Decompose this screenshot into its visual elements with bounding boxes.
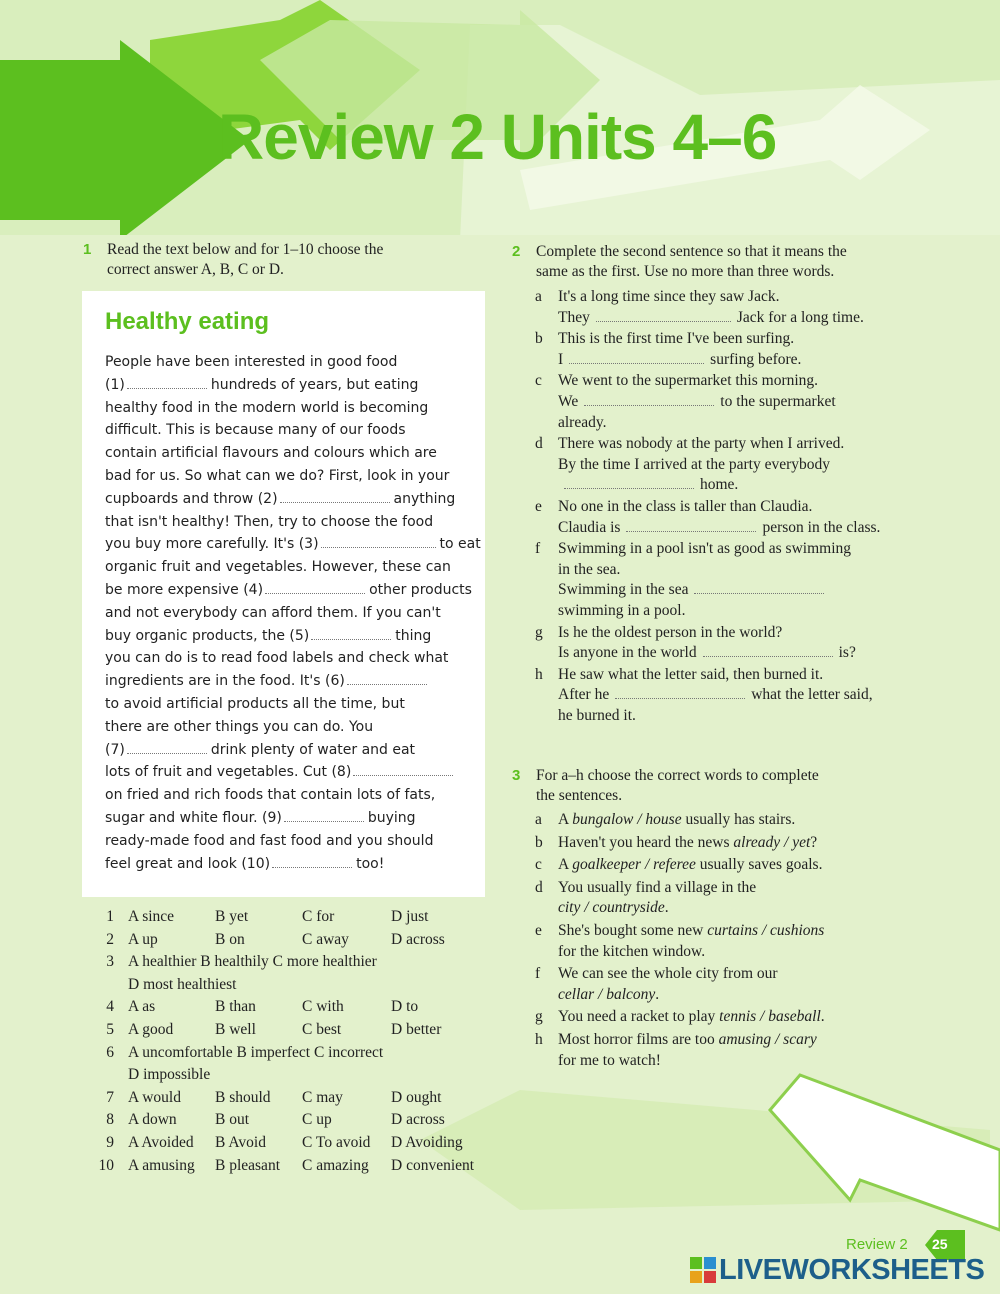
option-choice-a[interactable]: A since: [128, 908, 175, 925]
item-line: [558, 921, 915, 942]
text-segment: he burned it.: [558, 706, 636, 724]
option-choice-b[interactable]: B well: [215, 1020, 256, 1038]
text-line: [105, 784, 475, 807]
item-letter: c: [535, 372, 542, 390]
text-segment: ready-made food and fast food and you should: [105, 832, 434, 849]
answer-gap[interactable]: [321, 535, 436, 548]
text-segment: ingredients are in the food. It's (6): [105, 673, 345, 690]
liveworksheets-brand: [690, 1253, 984, 1287]
item-line: [558, 539, 915, 560]
option-row: [96, 906, 496, 929]
option-choice-c[interactable]: C may: [302, 1088, 343, 1106]
exercise-2-items: [535, 287, 915, 727]
answer-gap[interactable]: [596, 309, 731, 322]
text-segment: You need a racket to play: [558, 1008, 720, 1026]
answer-gap[interactable]: [703, 644, 833, 657]
text-segment: We: [558, 392, 579, 410]
item-letter: h: [535, 665, 543, 683]
text-line: [105, 625, 475, 648]
text-segment: This is the first time I've been surfing.: [558, 330, 795, 348]
exercise-2-item: [535, 623, 915, 664]
item-line: [558, 518, 915, 539]
text-segment: for me to watch!: [558, 1051, 661, 1069]
text-line: [105, 511, 475, 534]
exercise-1-instruction: [83, 240, 487, 280]
text-line: [105, 556, 475, 579]
text-segment: to the supermarket: [720, 392, 836, 410]
text-segment: People have been interested in good food: [105, 354, 398, 370]
text-line: [105, 830, 475, 853]
exercise-2-item: [535, 497, 915, 538]
option-choice-b[interactable]: B Avoid: [215, 1133, 266, 1151]
exercise-3-item: [535, 810, 915, 831]
item-line: [558, 878, 915, 899]
option-row-continued: [96, 1064, 496, 1087]
item-letter: d: [535, 435, 543, 453]
item-letter: a: [535, 811, 542, 828]
question-number: 8: [106, 1111, 114, 1129]
exercise-2-item: [535, 371, 915, 433]
option-row: [96, 1109, 496, 1132]
text-segment: It's a long time since they saw Jack.: [558, 288, 780, 305]
item-line: [558, 855, 915, 876]
question-number: 4: [106, 998, 114, 1016]
exercise-2-instruction: [512, 242, 936, 282]
option-row: [96, 951, 496, 974]
option-choice-a[interactable]: A good: [128, 1020, 174, 1038]
exercise-3-instruction: [512, 766, 936, 806]
option-choice-c[interactable]: C amazing: [302, 1156, 369, 1174]
option-row: [96, 929, 496, 952]
text-segment: lots of fruit and vegetables. Cut (8): [105, 764, 352, 781]
item-line: [558, 1007, 915, 1028]
option-choice-d[interactable]: D just: [391, 908, 429, 925]
item-line: [558, 392, 915, 413]
item-line: [558, 308, 915, 329]
text-segment: buy organic products, the (5): [105, 627, 310, 644]
text-line: [105, 533, 481, 556]
item-letter: e: [535, 497, 542, 515]
liveworksheets-wordmark: LIVEWORKSHEETS: [719, 1253, 985, 1286]
text-segment: surfing before.: [710, 350, 802, 368]
item-line: [558, 434, 915, 455]
option-choice-d[interactable]: D better: [391, 1020, 442, 1038]
text-segment: you can do is to read food labels and check what: [105, 650, 449, 667]
item-line: [558, 497, 915, 518]
exercise-2-item: [535, 329, 915, 370]
answer-gap[interactable]: [265, 581, 365, 594]
option-row: [96, 996, 496, 1019]
answer-gap[interactable]: [280, 490, 390, 503]
text-line: [105, 739, 475, 762]
item-letter: f: [535, 965, 541, 983]
item-line: [558, 665, 915, 686]
item-line: [558, 964, 915, 985]
exercise-3-number: 3: [512, 767, 521, 784]
exercise-3-item: [535, 878, 915, 919]
text-segment: Is anyone in the world: [558, 644, 697, 662]
text-line: [105, 579, 475, 602]
text-segment: difficult. This is because many of our foods: [105, 422, 406, 439]
item-line: [558, 810, 915, 831]
exercise-3-item: [535, 855, 915, 876]
text-segment: hundreds of years, but eating: [210, 376, 419, 393]
option-choice-c[interactable]: C best: [302, 1020, 342, 1038]
option-choice-a[interactable]: A Avoided: [128, 1133, 194, 1151]
option-choice-c[interactable]: C up: [302, 1111, 332, 1129]
text-segment: on fried and rich foods that contain lots of fats,: [105, 787, 436, 804]
option-row: [96, 1019, 496, 1042]
text-segment: bad for us. So what can we do? First, look in your: [105, 467, 450, 484]
instruction-line: For a–h choose the correct words to complete: [536, 767, 819, 784]
text-segment: healthy food in the modern world is becoming: [105, 399, 429, 416]
option-choice-c[interactable]: C away: [302, 930, 349, 948]
text-segment: (1): [105, 376, 125, 393]
reading-text-box: [82, 291, 485, 897]
answer-gap[interactable]: [353, 763, 453, 776]
text-segment: She's bought some new: [558, 921, 708, 939]
word-choice[interactable]: already / yet: [733, 833, 811, 851]
item-line: [558, 985, 915, 1006]
option-choice-b[interactable]: B pleasant: [215, 1156, 280, 1174]
text-line: [105, 488, 475, 511]
text-segment: .: [655, 985, 660, 1003]
text-segment: organic fruit and vegetables. However, these can: [105, 559, 451, 576]
option-choice-b[interactable]: B yet: [215, 908, 249, 925]
answer-options: [96, 906, 496, 1177]
exercise-3-item: [535, 1007, 915, 1028]
text-line: [105, 419, 475, 442]
item-line: [558, 580, 915, 601]
text-segment: After he: [558, 686, 610, 704]
option-choice-d[interactable]: D ought: [391, 1088, 442, 1106]
option-row: [96, 1087, 496, 1110]
text-segment: They: [558, 308, 590, 326]
text-segment: swimming in a pool.: [558, 601, 686, 619]
text-segment: We can see the whole city from our: [558, 965, 778, 983]
question-number: 9: [106, 1133, 114, 1151]
item-letter: g: [535, 623, 543, 641]
liveworksheets-logo-icon: [690, 1257, 716, 1283]
option-row: [96, 1155, 496, 1178]
text-segment: Most horror films are too: [558, 1030, 719, 1048]
text-segment: contain artificial flavours and colours which are: [105, 445, 437, 462]
item-line: [558, 706, 915, 727]
item-line: [558, 350, 915, 371]
instruction-line: Read the text below and for 1–10 choose the: [107, 241, 384, 258]
text-line: [105, 647, 475, 670]
text-segment: Swimming in a pool isn't as good as swimming: [558, 540, 851, 558]
text-segment: person in the class.: [762, 518, 881, 536]
option-choice-d[interactable]: D across: [391, 1111, 445, 1129]
item-letter: e: [535, 921, 542, 939]
option-choice[interactable]: D most healthiest: [128, 975, 237, 993]
option-choice-a[interactable]: A down: [128, 1111, 177, 1129]
text-segment: sugar and white flour. (9): [105, 809, 282, 826]
text-line: [105, 374, 475, 397]
text-segment: that isn't healthy! Then, try to choose the food: [105, 513, 434, 530]
item-line: [558, 643, 915, 664]
text-segment: there are other things you can do. You: [105, 718, 374, 735]
item-line: [558, 371, 915, 392]
text-segment: buying: [367, 809, 416, 826]
item-line: [558, 623, 915, 644]
option-row: [96, 1042, 496, 1065]
item-line: [558, 329, 915, 350]
exercise-1-number: 1: [83, 241, 92, 258]
text-segment: anything: [393, 490, 456, 507]
exercise-3-item: [535, 833, 915, 854]
text-segment: thing: [395, 627, 432, 644]
item-letter: b: [535, 330, 543, 348]
question-number: 3: [106, 953, 114, 971]
text-segment: to avoid artificial products all the time, but: [105, 695, 405, 712]
word-choice[interactable]: bungalow / house: [572, 811, 682, 828]
option-choice[interactable]: D impossible: [128, 1066, 211, 1084]
item-line: [558, 455, 915, 476]
option-row: [96, 1132, 496, 1155]
answer-gap[interactable]: [284, 809, 364, 822]
word-choice[interactable]: curtains / cushions: [707, 921, 825, 939]
exercise-3-item: [535, 921, 915, 962]
question-number: 7: [106, 1088, 114, 1106]
exercise-2-item: [535, 287, 915, 328]
answer-gap[interactable]: [127, 741, 207, 754]
option-choice-c[interactable]: C for: [302, 908, 335, 925]
text-line: [105, 853, 475, 876]
instruction-line: same as the first. Use no more than three words.: [536, 263, 835, 280]
item-line: [558, 685, 915, 706]
option-choice-a[interactable]: A as: [128, 998, 156, 1016]
item-letter: h: [535, 1030, 543, 1048]
text-segment: feel great and look (10): [105, 855, 271, 872]
footer-review-label: Review 2: [846, 1236, 908, 1253]
option-choice-d[interactable]: D to: [391, 998, 419, 1016]
text-segment: He saw what the letter said, then burned it.: [558, 665, 824, 683]
question-number: 2: [106, 930, 114, 948]
answer-gap[interactable]: [127, 376, 207, 389]
text-line: [105, 397, 475, 420]
exercise-2-item: [535, 539, 915, 621]
item-letter: a: [535, 288, 542, 305]
item-letter: c: [535, 856, 542, 874]
option-choices[interactable]: A healthier B healthily C more healthier: [128, 953, 377, 971]
instruction-line: Complete the second sentence so that it means the: [536, 243, 847, 260]
option-choice-a[interactable]: A up: [128, 930, 158, 948]
text-line: [105, 761, 475, 784]
word-choice[interactable]: amusing / scary: [718, 1030, 817, 1048]
item-line: [558, 475, 915, 496]
item-line: [558, 942, 915, 963]
text-line: [105, 716, 475, 739]
text-segment: too!: [356, 855, 385, 872]
option-choice-c[interactable]: C To avoid: [302, 1133, 371, 1151]
word-choice[interactable]: tennis / baseball: [719, 1008, 821, 1026]
item-letter: f: [535, 540, 541, 558]
item-line: [558, 560, 915, 581]
text-segment: usually saves goals.: [695, 856, 823, 874]
text-segment: for the kitchen window.: [558, 942, 706, 960]
exercise-2-item: [535, 434, 915, 496]
option-choice-d[interactable]: D Avoiding: [391, 1133, 463, 1151]
reading-title: Healthy eating: [105, 308, 270, 335]
instruction-line: correct answer A, B, C or D.: [107, 261, 284, 278]
question-number: 1: [106, 908, 114, 925]
option-choice-b[interactable]: B on: [215, 930, 245, 948]
text-segment: what the letter said,: [751, 686, 873, 704]
text-segment: already.: [558, 413, 607, 431]
text-segment: By the time I arrived at the party everybody: [558, 455, 831, 473]
answer-gap[interactable]: [272, 855, 352, 868]
text-segment: is?: [838, 644, 856, 662]
exercise-3-item: [535, 1030, 915, 1071]
option-choice-b[interactable]: B than: [215, 998, 256, 1016]
item-line: [558, 898, 915, 919]
option-choices[interactable]: A uncomfortable B imperfect C incorrect: [128, 1043, 384, 1061]
text-line: [105, 351, 475, 374]
answer-gap[interactable]: [347, 672, 427, 685]
text-line: [105, 602, 475, 625]
item-line: [558, 1051, 915, 1072]
exercise-2-number: 2: [512, 243, 521, 260]
exercise-3-item: [535, 964, 915, 1005]
item-letter: d: [535, 878, 543, 896]
exercise-2-item: [535, 665, 915, 727]
word-choice[interactable]: goalkeeper / referee: [572, 856, 696, 874]
text-segment: .: [664, 899, 669, 917]
text-segment: A: [558, 811, 573, 828]
text-line: [105, 693, 475, 716]
option-choice-b[interactable]: B should: [215, 1088, 271, 1106]
text-segment: home.: [700, 476, 739, 494]
item-letter: b: [535, 833, 543, 851]
text-line: [105, 807, 475, 830]
option-choice-a[interactable]: A would: [128, 1088, 181, 1106]
question-number: 5: [106, 1020, 114, 1038]
text-segment: other products: [369, 581, 472, 598]
page-title: Review 2 Units 4–6: [218, 101, 777, 173]
answer-gap[interactable]: [694, 581, 824, 594]
item-line: [558, 833, 915, 854]
text-segment: No one in the class is taller than Claudia.: [558, 497, 813, 515]
text-segment: usually has stairs.: [681, 811, 796, 828]
text-segment: Swimming in the sea: [558, 581, 689, 599]
text-line: [105, 465, 475, 488]
text-segment: in the sea.: [558, 560, 621, 578]
answer-gap[interactable]: [615, 686, 745, 699]
word-choice[interactable]: city / countryside: [558, 899, 665, 917]
text-segment: Claudia is: [558, 518, 621, 536]
option-choice-c[interactable]: C with: [302, 998, 344, 1016]
text-segment: You usually find a village in the: [558, 878, 757, 896]
item-letter: g: [535, 1008, 543, 1026]
option-choice-d[interactable]: D across: [391, 930, 445, 948]
answer-gap[interactable]: [564, 476, 694, 489]
item-line: [558, 1030, 915, 1051]
option-row-continued: [96, 974, 496, 997]
text-segment: A: [558, 856, 573, 874]
text-segment: (7): [105, 741, 125, 758]
text-segment: .: [820, 1008, 825, 1026]
text-segment: There was nobody at the party when I arrived.: [558, 435, 845, 453]
question-number: 10: [98, 1156, 114, 1174]
text-segment: I: [558, 350, 564, 368]
text-segment: and not everybody can afford them. If you can't: [105, 604, 441, 621]
text-segment: drink plenty of water and eat: [210, 741, 416, 758]
text-line: [105, 670, 475, 693]
answer-gap[interactable]: [626, 519, 756, 532]
word-choice[interactable]: cellar / balcony: [558, 985, 656, 1003]
reading-text: [105, 351, 481, 875]
text-segment: cupboards and throw (2): [105, 490, 278, 507]
answer-gap[interactable]: [584, 393, 714, 406]
item-line: [558, 287, 915, 308]
option-choice-b[interactable]: B out: [215, 1111, 250, 1129]
text-segment: you buy more carefully. It's (3): [105, 536, 319, 553]
option-choice-d[interactable]: D convenient: [391, 1156, 475, 1174]
item-line: [558, 413, 915, 434]
text-segment: Is he the oldest person in the world?: [558, 623, 783, 641]
option-choice-a[interactable]: A amusing: [128, 1156, 195, 1174]
answer-gap[interactable]: [311, 627, 391, 640]
text-segment: We went to the supermarket this morning.: [558, 372, 819, 390]
exercise-3-items: [535, 810, 915, 1073]
text-line: [105, 442, 475, 465]
instruction-line: the sentences.: [536, 787, 623, 804]
text-segment: Jack for a long time.: [736, 308, 864, 326]
item-line: [558, 601, 915, 622]
answer-gap[interactable]: [569, 351, 704, 364]
text-segment: Haven't you heard the news: [558, 833, 734, 851]
text-segment: to eat: [439, 536, 481, 553]
page-number: 25: [932, 1236, 948, 1252]
text-segment: ?: [810, 833, 818, 851]
text-segment: be more expensive (4): [105, 581, 264, 598]
question-number: 6: [106, 1043, 114, 1061]
